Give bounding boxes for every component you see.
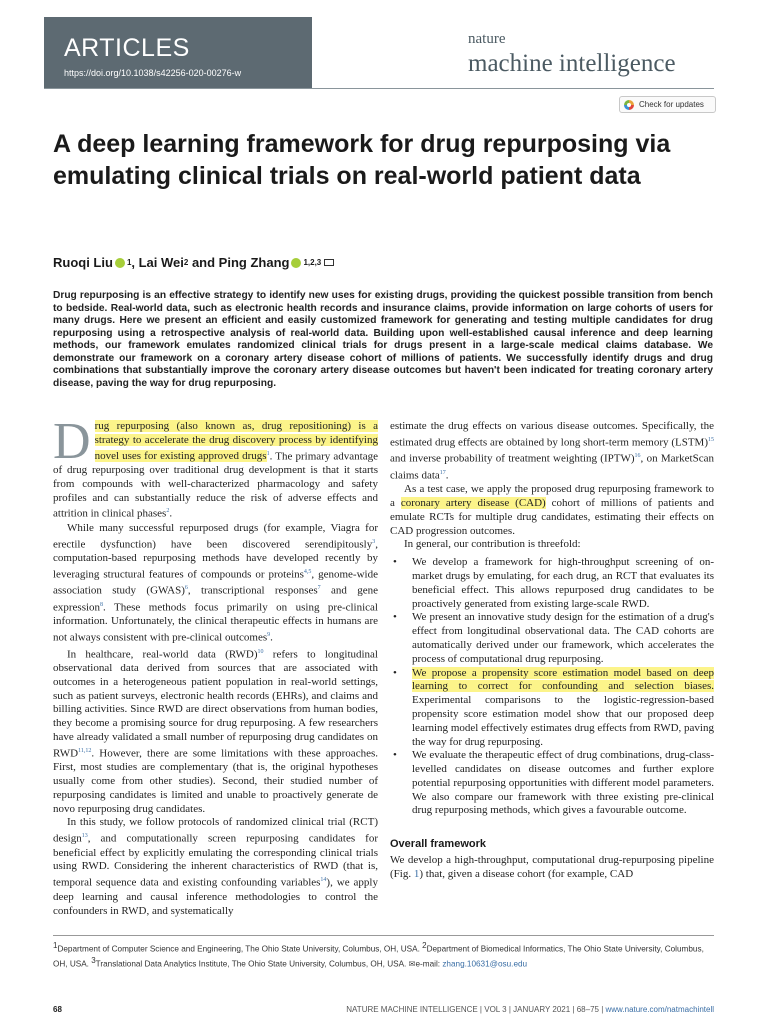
doi-link[interactable]: https://doi.org/10.1038/s42256-020-00276-w — [64, 68, 242, 78]
body-paragraph — [390, 483, 714, 538]
body-text: refers to longitudinal observational data derived from sources that are associated with outcomes in a heterogeneous patient population in real-world settings, such as patient surveys, electronic health records (EHRs), and claims and billing activities. Since RWD are direct observations from human bodies, they become a promising source for drug repurposing. A few researchers have already validated a small number of repurposing drug candidates on RWD — [53, 648, 378, 760]
body-text: ), we apply deep learning and causal inference methodologies to control the confounders in RWD, and systematically — [53, 876, 378, 917]
citation-ref[interactable]: 13 — [81, 833, 88, 840]
body-paragraph — [390, 854, 714, 882]
highlighted-text: coronary artery disease (CAD) — [400, 496, 546, 509]
body-text: Experimental comparisons to the logistic-regression-based propensity score estimation model show that our proposed deep learning model effectively estimates drug effects from RWD, paving the way for drug repurposing. — [412, 694, 714, 748]
citation-ref[interactable]: 15 — [708, 436, 714, 443]
affiliation-sup: 1 — [126, 258, 132, 267]
email-icon[interactable] — [324, 259, 334, 266]
affiliation-sup: 3 — [91, 955, 96, 965]
header-rule — [44, 88, 714, 89]
body-text: ) that, given a disease cohort (for example, CAD — [419, 867, 634, 880]
body-column-left — [53, 413, 378, 918]
abstract: Drug repurposing is an effective strategy to identify new uses for existing drugs, providing the quickest possible transition from bench to bedside. Real-world data, such as electronic health records and insurance claims, provide information on large cohorts of users for many drugs. Here we present an efficient and easily customized framework for generating and testing multiple candidates for drug repurposing using a retrospective analysis of real-world data. Building upon well-established causal inference and deep learning methods, our framework emulates randomized clinical trials for drugs present in a large-scale medical claims database. We demonstrate our framework on a coronary artery disease cohort of millions of patients. We successfully identify drugs and drug combinations that substantially improve the coronary artery disease outcomes but haven't been indicated for treating coronary artery disease, paving the way for drug repurposing. — [53, 290, 713, 389]
body-text: , genome-wide association study (GWAS) — [53, 568, 378, 598]
article-title: A deep learning framework for drug repurposing via emulating clinical trials on real-world patient data — [53, 130, 671, 190]
body-text: cohort of millions of patients and emulate RCTs for multiple drug candidates, estimating their effects on CAD progression outcomes. — [390, 496, 714, 537]
body-text: As a test case, we apply the proposed drug repurposing framework to a — [390, 483, 714, 509]
citation-ref[interactable]: 1 — [266, 450, 270, 457]
journal-footer — [346, 1005, 714, 1014]
citation-ref[interactable]: 8 — [100, 601, 104, 608]
body-paragraph — [53, 522, 378, 646]
body-text: estimate the drug effects on various disease outcomes. Specifically, the estimated drug effects are obtained by long short-term memory (LSTM) — [390, 420, 714, 449]
body-text: In general, our contribution is threefold: — [404, 538, 581, 551]
section-label: ARTICLES — [64, 34, 190, 62]
body-text: In healthcare, real-world data (RWD) — [67, 648, 258, 661]
body-paragraph — [390, 538, 714, 552]
body-column-right — [390, 420, 714, 882]
list-item — [390, 556, 714, 611]
citation-ref[interactable]: 10 — [257, 648, 264, 655]
body-text: . — [169, 508, 173, 521]
check-for-updates-label: Check for updates — [639, 100, 704, 109]
email-link[interactable]: zhang.10631@osu.edu — [442, 959, 528, 969]
body-text: In this study, we follow protocols of randomized clinical trial (RCT) design — [53, 816, 378, 845]
body-paragraph — [53, 816, 378, 918]
affiliations-footnote — [53, 940, 714, 969]
author-name[interactable]: , Lai Wei — [131, 255, 184, 270]
body-text: . — [270, 631, 273, 644]
body-text: . — [445, 469, 449, 482]
affiliation-sup: 1 — [53, 941, 58, 950]
list-item — [390, 749, 714, 818]
journal-name-large: machine intelligence — [468, 50, 676, 77]
body-text: We present an innovative study design for the estimation of a drug's effect from longitudinal observational data. The CAD cohorts are automatically derived under our framework, which accelerates the process of computational drug repurposing. — [412, 611, 714, 665]
body-text: We develop a high-throughput, computational drug-repurposing pipeline (Fig. — [390, 854, 714, 880]
citation-ref[interactable]: 16 — [634, 453, 641, 460]
drop-cap: D — [53, 413, 91, 470]
citation-ref[interactable]: 11,12 — [78, 747, 92, 754]
affiliation-text: Translational Data Analytics Institute, The Ohio State University, Columbus, OH, USA. — [95, 959, 409, 969]
orcid-icon[interactable] — [291, 258, 301, 268]
body-text: We develop a framework for high-throughput screening of on-market drugs by emulating, for each drug, an RCT that evaluates its beneficial effect. This allows repurposed drug candidates to be proactively generated from existing large-scale RWD. — [412, 556, 714, 610]
affiliation-text: Department of Biomedical Informatics, The Ohio State University, Columbus, OH, USA. — [53, 944, 704, 969]
body-text: . The primary advantage of drug repurposing over traditional drug development is that it starts from compounds with well-characterized pharmacology and safety profiles and can substantially reduce the risk of adverse effects and attrition in clinical phases — [53, 450, 378, 521]
journal-name-small: nature — [468, 31, 506, 47]
body-text: , and computationally screen repurposing candidates for beneficial effect by explicitly emulating the corresponding clinical trials using RWD. Considering the inherent characteristics of RWD (that is, temporal sequence data and existing confounding variables — [53, 832, 378, 889]
body-text: and gene expression — [53, 585, 378, 614]
citation-ref[interactable]: 2 — [166, 508, 170, 515]
body-text: We evaluate the therapeutic effect of drug combinations, drug-class-levelled candidates on disease outcomes and further explore potential repurposing opportunities with different model parameters. We also compare our framework with three existing pre-clinical drug repurposing methods, which gives a favourable outcome. — [412, 749, 714, 817]
page-number: 68 — [53, 1005, 62, 1014]
affiliation-sup: 1,2,3 — [303, 258, 322, 267]
section-heading: Overall framework — [390, 838, 486, 851]
citation-ref[interactable]: 3 — [372, 538, 376, 545]
body-text: . These methods focus primarily on using pre-clinical information. Unfortunately, the clinical therapeutic effects in humans are not always consistent with pre-clinical outcomes — [53, 601, 378, 644]
author-name[interactable]: Ruoqi Liu — [53, 255, 113, 270]
orcid-icon[interactable] — [115, 258, 125, 268]
journal-url-link[interactable]: www.nature.com/natmachintell — [605, 1005, 714, 1014]
body-paragraph — [390, 420, 714, 483]
check-for-updates-button[interactable] — [619, 96, 716, 113]
author-list — [53, 255, 334, 270]
article-header — [0, 0, 768, 114]
email-label: e-mail: — [415, 959, 443, 969]
body-text: , computation-based repurposing methods have developed recently by leveraging structural features of compounds or proteins — [53, 538, 378, 581]
citation-ref[interactable]: 7 — [317, 585, 321, 592]
citation-ref[interactable]: 9 — [267, 632, 271, 639]
citation-ref[interactable]: 14 — [320, 877, 327, 884]
affiliation-text: Department of Computer Science and Engineering, The Ohio State University, Columbus, OH, USA. — [57, 944, 423, 954]
body-text: , on MarketScan claims data — [390, 452, 714, 482]
body-text: and inverse probability of treatment weighting (IPTW) — [390, 452, 635, 465]
citation-ref[interactable]: 17 — [439, 469, 446, 476]
journal-footer-text: NATURE MACHINE INTELLIGENCE | VOL 3 | JANUARY 2021 | 68–75 | — [346, 1005, 606, 1014]
highlighted-text: We propose a propensity score estimation model based on deep learning to correct for confounding and selection biases. — [412, 666, 714, 693]
crossmark-icon — [624, 100, 634, 110]
list-item — [390, 611, 714, 666]
footnote-rule — [53, 935, 714, 936]
figure-link[interactable]: 1 — [413, 867, 420, 880]
email-icon: ✉ — [408, 959, 416, 969]
contribution-list — [390, 556, 714, 818]
author-name[interactable]: and Ping Zhang — [188, 255, 290, 270]
highlighted-text: rug repurposing (also known as, drug repositioning) is a strategy to accelerate the drug discovery process by identifying novel uses for existing approved drugs — [94, 420, 378, 463]
list-item — [390, 667, 714, 750]
body-text: , transcriptional responses — [187, 585, 318, 598]
citation-ref[interactable]: 4,5 — [303, 568, 312, 575]
body-text: . However, there are some limitations with these approaches. First, most studies are complementary (that is, the original hypotheses usually come from other studies). Second, their studied number of repurposing candidates is limited and unable to proactively generate de novo repurposing drug candidates. — [53, 747, 378, 815]
affiliation-sup: 2 — [422, 941, 427, 950]
body-paragraph — [53, 413, 378, 522]
body-text: While many successful repurposed drugs (for example, Viagra for erectile dysfunction) have been discovered serendipitously — [53, 521, 378, 551]
affiliation-sup: 2 — [183, 258, 189, 267]
citation-ref[interactable]: 6 — [184, 585, 188, 592]
body-paragraph — [53, 646, 378, 817]
